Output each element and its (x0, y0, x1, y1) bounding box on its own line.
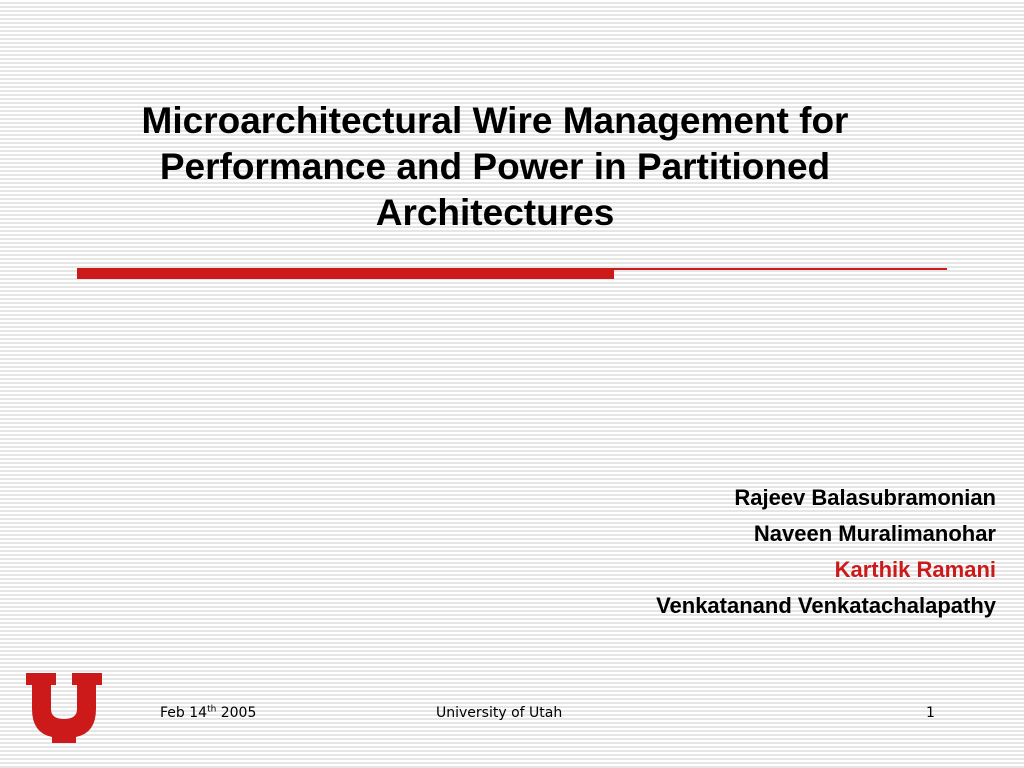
footer-date (160, 705, 256, 721)
title-line-3: Architectures (375, 192, 615, 233)
university-of-utah-logo-icon (26, 673, 102, 743)
footer-date-superscript: th (207, 704, 217, 715)
footer-date-prefix: Feb 14 (160, 705, 208, 721)
title-divider-thin (614, 268, 947, 270)
author-list (656, 480, 996, 624)
footer-date-suffix: 2005 (216, 705, 257, 721)
author-name: Venkatanand Venkatachalapathy (656, 593, 996, 618)
title-line-1: Microarchitectural Wire Management for (141, 100, 849, 141)
title-divider-thick (77, 268, 614, 279)
author-name-highlighted: Karthik Ramani (834, 557, 996, 582)
footer-organization: University of Utah (436, 705, 563, 721)
author-name: Naveen Muralimanohar (753, 521, 996, 546)
author-name: Rajeev Balasubramonian (734, 485, 996, 510)
footer-page-number: 1 (926, 705, 935, 721)
slide-title (60, 98, 930, 236)
title-line-2: Performance and Power in Partitioned (159, 146, 831, 187)
